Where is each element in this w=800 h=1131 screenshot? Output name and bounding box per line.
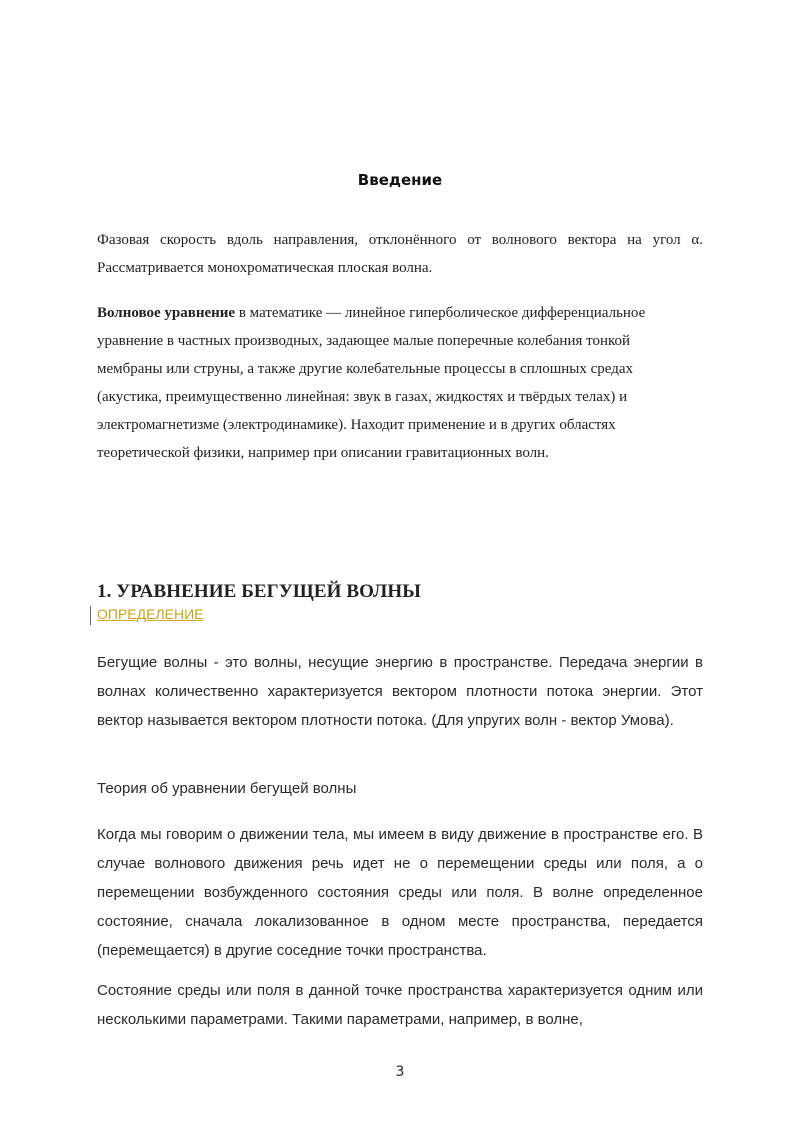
term-wave-equation: Волновое уравнение [97, 305, 236, 321]
section-1-heading: 1. УРАВНЕНИЕ БЕГУЩЕЙ ВОЛНЫ [97, 581, 421, 602]
page-number: 3 [395, 1064, 405, 1080]
intro-paragraph-2-line-4: (акустика, преимущественно линейная: звук в газах, жидкостях и твёрдых телах) и [97, 389, 628, 405]
intro-paragraph-2 [97, 299, 717, 467]
intro-paragraph-2-line-3: мембраны или струны, а также другие колебательные процессы в сплошных средах [97, 361, 634, 377]
intro-paragraph-2-line-1 [97, 299, 717, 327]
intro-paragraph-1: Фазовая скорость вдоль направления, отклонённого от волнового вектора на угол α. Рассматривается монохроматическая плоская волна. [97, 232, 703, 276]
intro-paragraph-2-text: в математике — линейное гиперболическое дифференциальное [235, 305, 646, 321]
section-1-paragraph-1: Бегущие волны - это волны, несущие энергию в пространстве. Передача энергии в волнах количественно характеризуется вектором плотности потока энергии. Этот вектор называется вектором плотности потока. (Для упругих волн - вектор Умова). [97, 654, 703, 729]
intro-paragraph-2-line-6: теоретической физики, например при описании гравитационных волн. [97, 445, 549, 461]
section-1-paragraph-4: Состояние среды или поля в данной точке пространства характеризуется одним или несколькими параметрами. Такими параметрами, например, в волне, [97, 982, 703, 1028]
section-1-paragraph-2: Теория об уравнении бегущей волны [97, 780, 357, 797]
definition-link[interactable]: ОПРЕДЕЛЕНИЕ [97, 606, 204, 622]
intro-heading: Введение [357, 171, 443, 189]
section-1-paragraph-3: Когда мы говорим о движении тела, мы имеем в виду движение в пространстве его. В случае волнового движения речь идет не о перемещении среды или поля, а о перемещении возбужденного состояния среды или поля. В волне определенное состояние, сначала локализованное в одном месте пространства, передается (перемещается) в другие соседние точки пространства. [97, 826, 703, 959]
intro-paragraph-2-line-2: уравнение в частных производных, задающее малые поперечные колебания тонкой [97, 333, 631, 349]
intro-paragraph-2-line-5: электромагнетизме (электродинамике). Находит применение и в других областях [97, 417, 616, 433]
text-cursor [90, 606, 91, 625]
